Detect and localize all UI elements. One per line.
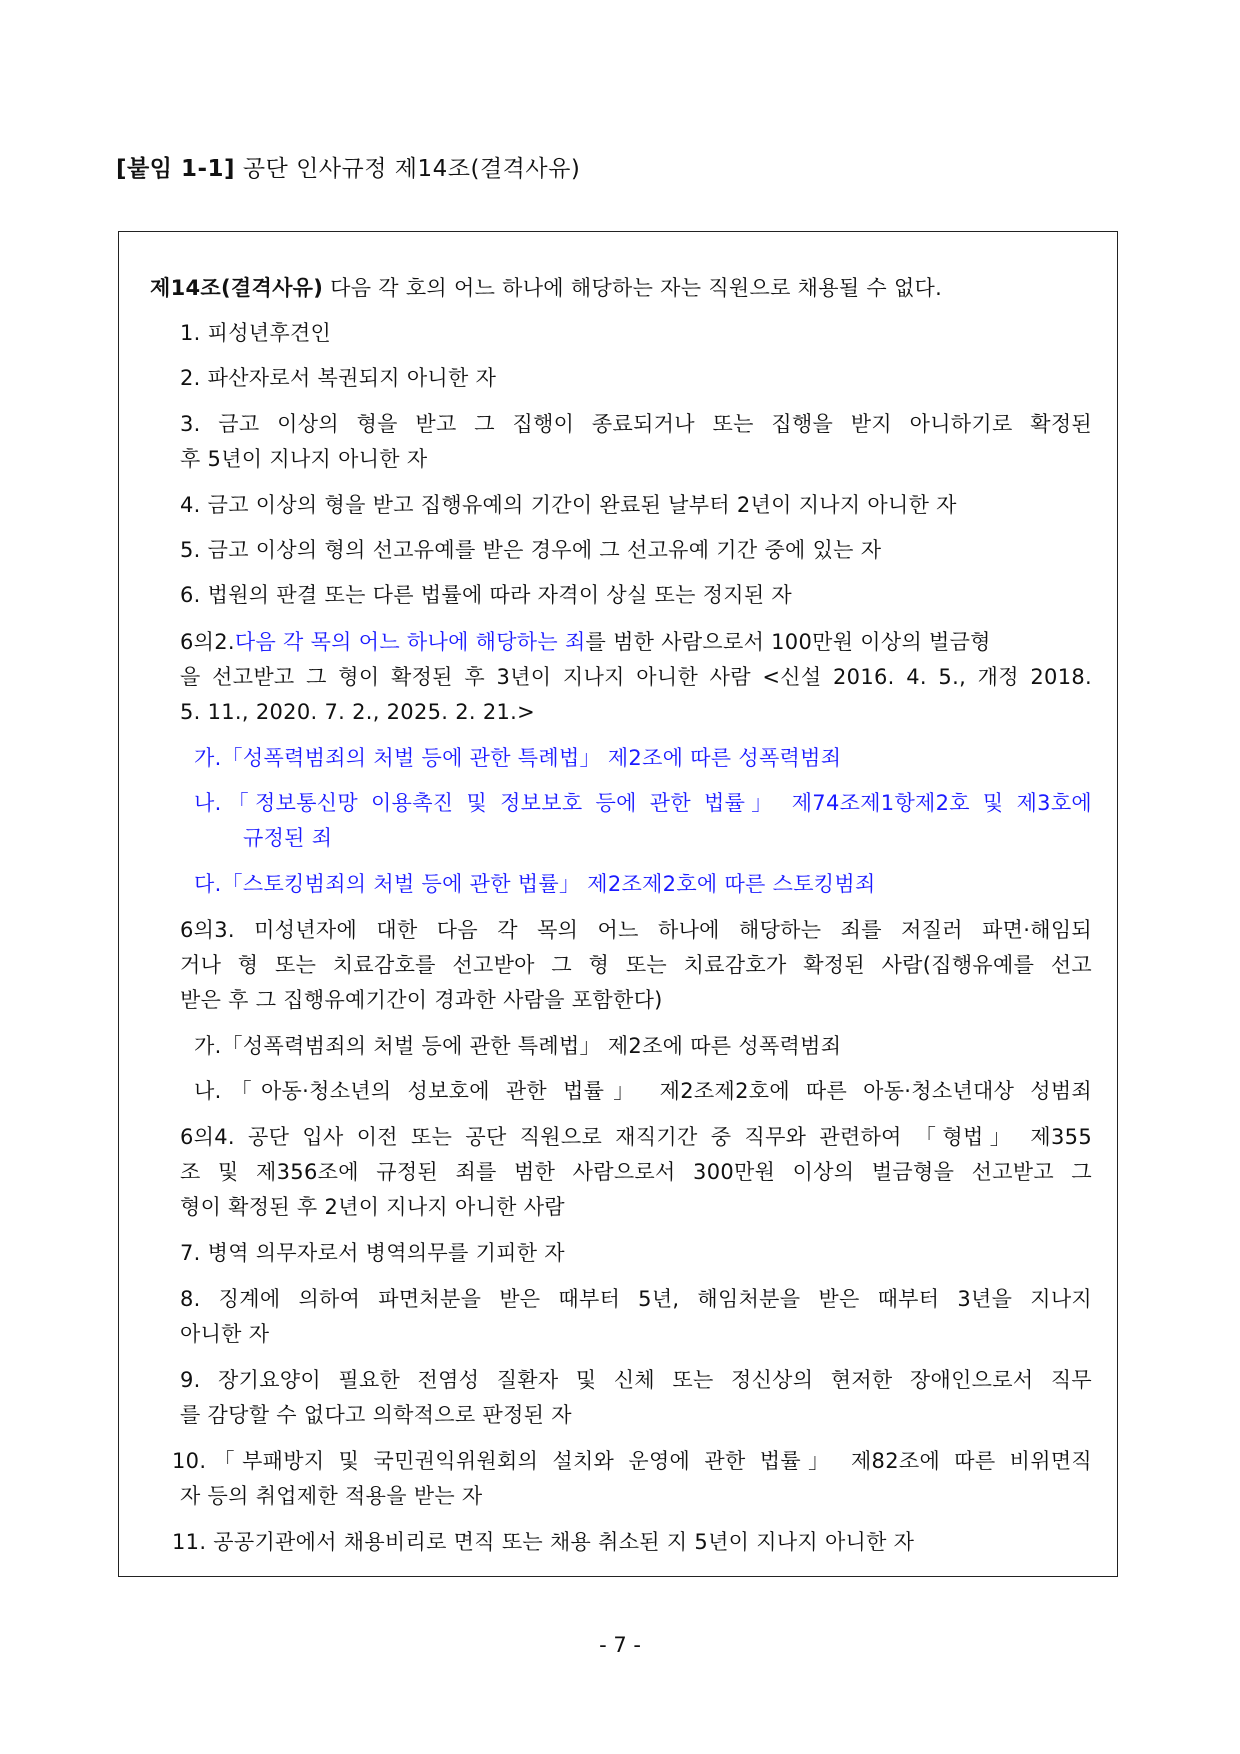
item-6-2-sub-na-line-1: 나.「정보통신망 이용촉진 및 정보보호 등에 관한 법률」 제74조제1항제2호 및 제3호에 <box>194 791 1092 815</box>
article-heading: 제14조(결격사유) <box>150 276 324 300</box>
item-11: 11. 공공기관에서 채용비리로 면직 또는 채용 취소된 지 5년이 지나지 아니한 자 <box>172 1530 915 1554</box>
item-6-2-sub-na-line-2: 규정된 죄 <box>243 826 333 850</box>
item-2: 2. 파산자로서 복권되지 아니한 자 <box>180 366 497 390</box>
item-6-3-sub-ga: 가.「성폭력범죄의 처벌 등에 관한 특례법」 제2조에 따른 성폭력범죄 <box>194 1034 842 1058</box>
item-6-2-number: 6의2. <box>180 630 235 654</box>
item-8-line-2: 아니한 자 <box>180 1322 270 1346</box>
item-9-line-1: 9. 장기요양이 필요한 전염성 질환자 및 신체 또는 정신상의 현저한 장애인으로서 직무 <box>180 1368 1092 1392</box>
page-number: - 7 - <box>599 1633 641 1657</box>
item-3-line-2: 후 5년이 지나지 아니한 자 <box>180 447 428 471</box>
attachment-header <box>116 150 580 183</box>
item-6-2-sub-ga: 가.「성폭력범죄의 처벌 등에 관한 특례법」 제2조에 따른 성폭력범죄 <box>194 746 842 770</box>
article-heading-line <box>150 274 942 302</box>
item-5: 5. 금고 이상의 형의 선고유예를 받은 경우에 그 선고유예 기간 중에 있는 자 <box>180 538 882 562</box>
item-6-3-line-1: 6의3. 미성년자에 대한 다음 각 목의 어느 하나에 해당하는 죄를 저질러 파면·해임되 <box>180 918 1092 942</box>
item-6-2-line-3: 5. 11., 2020. 7. 2., 2025. 2. 21.> <box>180 700 536 724</box>
item-6-2-crime-ref: 다음 각 목의 어느 하나에 해당하는 죄 <box>234 630 586 654</box>
item-8-line-1: 8. 징계에 의하여 파면처분을 받은 때부터 5년, 해임처분을 받은 때부터 3년을 지나지 <box>180 1287 1092 1311</box>
item-7: 7. 병역 의무자로서 병역의무를 기피한 자 <box>180 1241 565 1265</box>
item-6-4-line-2: 조 및 제356조에 규정된 죄를 범한 사람으로서 300만원 이상의 벌금형을 선고받고 그 <box>180 1160 1092 1184</box>
item-6-4-line-3: 형이 확정된 후 2년이 지나지 아니한 사람 <box>180 1195 565 1219</box>
item-3-line-1: 3. 금고 이상의 형을 받고 그 집행이 종료되거나 또는 집행을 받지 아니하기로 확정된 <box>180 412 1092 436</box>
item-4: 4. 금고 이상의 형을 받고 집행유예의 기간이 완료된 날부터 2년이 지나지 아니한 자 <box>180 493 957 517</box>
article-intro: 다음 각 호의 어느 하나에 해당하는 자는 직원으로 채용될 수 없다. <box>330 276 943 300</box>
item-6-3-sub-na: 나.「아동·청소년의 성보호에 관한 법률」 제2조제2호에 따른 아동·청소년대상 성범죄 <box>194 1079 1092 1103</box>
item-6-2-text: 를 범한 사람으로서 100만원 이상의 벌금형 <box>585 630 991 654</box>
item-6-4-line-1: 6의4. 공단 입사 이전 또는 공단 직원으로 재직기간 중 직무와 관련하여 「형법」 제355 <box>180 1125 1092 1149</box>
item-6: 6. 법원의 판결 또는 다른 법률에 따라 자격이 상실 또는 정지된 자 <box>180 583 793 607</box>
item-10-line-1: 10.「부패방지 및 국민권익위원회의 설치와 운영에 관한 법률」 제82조에 따른 비위면직 <box>172 1449 1092 1473</box>
item-1: 1. 피성년후견인 <box>180 321 332 345</box>
item-6-2-line-1 <box>180 628 1092 656</box>
attachment-title: 공단 인사규정 제14조(결격사유) <box>242 156 581 182</box>
attachment-tag: [붙임 1-1] <box>116 156 236 182</box>
item-6-2-sub-da: 다.「스토킹범죄의 처벌 등에 관한 법률」 제2조제2호에 따른 스토킹범죄 <box>194 872 876 896</box>
item-6-3-line-2: 거나 형 또는 치료감호를 선고받아 그 형 또는 치료감호가 확정된 사람(집행유예를 선고 <box>180 953 1092 977</box>
item-6-3-line-3: 받은 후 그 집행유예기간이 경과한 사람을 포함한다) <box>180 988 663 1012</box>
item-10-line-2: 자 등의 취업제한 적용을 받는 자 <box>180 1484 483 1508</box>
item-9-line-2: 를 감당할 수 없다고 의학적으로 판정된 자 <box>180 1403 572 1427</box>
item-6-2-line-2: 을 선고받고 그 형이 확정된 후 3년이 지나지 아니한 사람 <신설 2016. 4. 5., 개정 2018. <box>180 665 1092 689</box>
